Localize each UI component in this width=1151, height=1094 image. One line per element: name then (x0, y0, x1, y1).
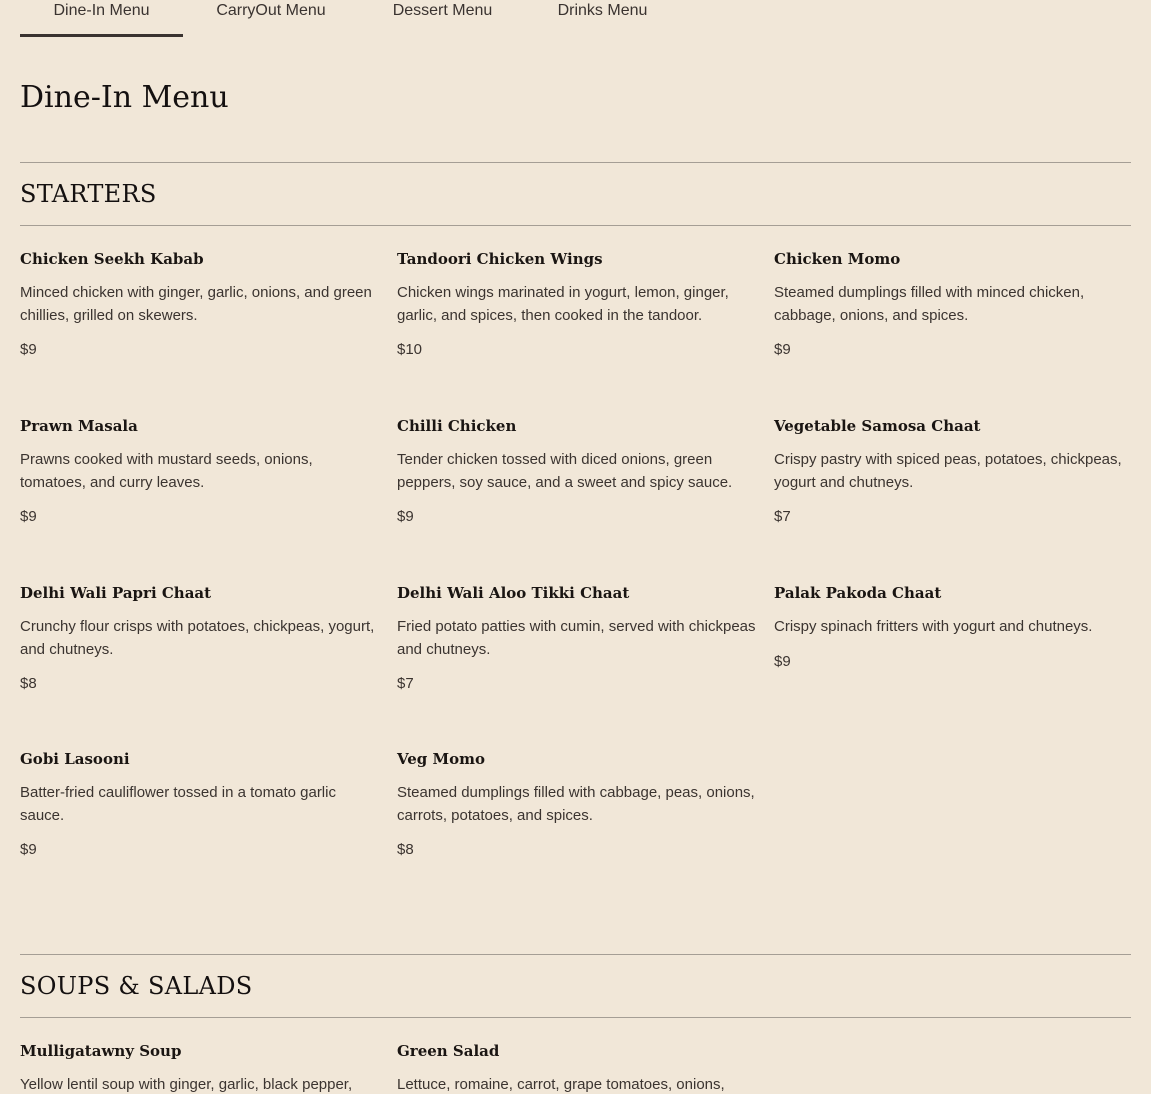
menu-item-name: Vegetable Samosa Chaat (774, 417, 981, 435)
menu-item-description: Chicken wings marinated in yogurt, lemon, ginger, garlic, and spices, then cooked in the tandoor. (397, 284, 729, 324)
menu-item (20, 1041, 380, 1094)
menu-item-name: Chicken Seekh Kabab (20, 250, 204, 268)
menu-item-description: Crispy spinach fritters with yogurt and chutneys. (774, 618, 1093, 635)
menu-item-name: Delhi Wali Aloo Tikki Chaat (397, 584, 630, 602)
menu-item-name: Chilli Chicken (397, 417, 517, 435)
menu-item-price: $9 (20, 508, 37, 525)
menu-item (397, 249, 757, 361)
menu-item-price: $8 (20, 675, 37, 692)
menu-item-description: Crispy pastry with spiced peas, potatoes, chickpeas, yogurt and chutneys. (774, 451, 1122, 491)
menu-item (774, 583, 1134, 673)
menu-item-name: Gobi Lasooni (20, 750, 130, 768)
section-divider (20, 1017, 1131, 1018)
menu-tabs (20, 0, 1131, 37)
menu-item-price: $9 (20, 841, 37, 858)
section-title: SOUPS & SALADS (20, 972, 253, 1000)
menu-item-name: Palak Pakoda Chaat (774, 584, 942, 602)
menu-item-price: $8 (397, 841, 414, 858)
menu-page (20, 0, 1131, 1093)
menu-item-price: $7 (774, 508, 791, 525)
menu-item-description: Tender chicken tossed with diced onions, green peppers, soy sauce, and a sweet and spicy sauce. (397, 451, 733, 491)
menu-item-price: $9 (774, 341, 791, 358)
tab-drinks-menu[interactable]: Drinks Menu (557, 2, 648, 19)
menu-item (397, 1041, 757, 1094)
menu-item-price: $10 (397, 341, 423, 358)
menu-item (20, 749, 380, 861)
menu-item (397, 583, 757, 695)
tab-dine-in-menu[interactable]: Dine-In Menu (20, 0, 183, 37)
menu-item-name: Tandoori Chicken Wings (397, 250, 603, 268)
menu-item-name: Chicken Momo (774, 250, 901, 268)
menu-item (774, 249, 1134, 361)
menu-item-name: Green Salad (397, 1042, 500, 1060)
menu-item-description: Steamed dumplings filled with cabbage, peas, onions, carrots, potatoes, and spices. (397, 784, 755, 824)
menu-item (397, 416, 757, 528)
section-starters (20, 162, 1131, 226)
section-soups-salads (20, 954, 1131, 1018)
menu-item-price: $9 (397, 508, 414, 525)
tab-carryout-menu[interactable]: CarryOut Menu (216, 2, 326, 19)
menu-item-description: Steamed dumplings filled with minced chicken, cabbage, onions, and spices. (774, 284, 1085, 324)
section-title: STARTERS (20, 180, 157, 208)
menu-item-description: Lettuce, romaine, carrot, grape tomatoes, onions, (397, 1076, 725, 1093)
menu-item-price: $9 (774, 652, 791, 670)
menu-item-name: Veg Momo (397, 750, 486, 768)
section-divider (20, 225, 1131, 226)
menu-item-name: Mulligatawny Soup (20, 1042, 182, 1060)
menu-item (20, 416, 380, 528)
tab-dessert-menu[interactable]: Dessert Menu (392, 2, 493, 19)
menu-item-description: Yellow lentil soup with ginger, garlic, black pepper, (20, 1076, 353, 1093)
menu-item-description: Crunchy flour crisps with potatoes, chickpeas, yogurt, and chutneys. (20, 618, 375, 658)
menu-item-name: Prawn Masala (20, 417, 138, 435)
menu-item-description: Fried potato patties with cumin, served with chickpeas and chutneys. (397, 618, 756, 658)
menu-item-description: Batter-fried cauliflower tossed in a tomato garlic sauce. (20, 784, 336, 824)
menu-item (397, 749, 757, 861)
menu-item-price: $9 (20, 341, 37, 358)
menu-item (774, 416, 1134, 528)
menu-item (20, 583, 380, 695)
menu-item (20, 249, 380, 361)
menu-item-name: Delhi Wali Papri Chaat (20, 584, 212, 602)
menu-item-price: $7 (397, 675, 414, 692)
menu-item-description: Prawns cooked with mustard seeds, onions, tomatoes, and curry leaves. (20, 451, 313, 491)
page-title: Dine-In Menu (20, 80, 229, 115)
menu-item-description: Minced chicken with ginger, garlic, onions, and green chillies, grilled on skewers. (20, 284, 372, 324)
